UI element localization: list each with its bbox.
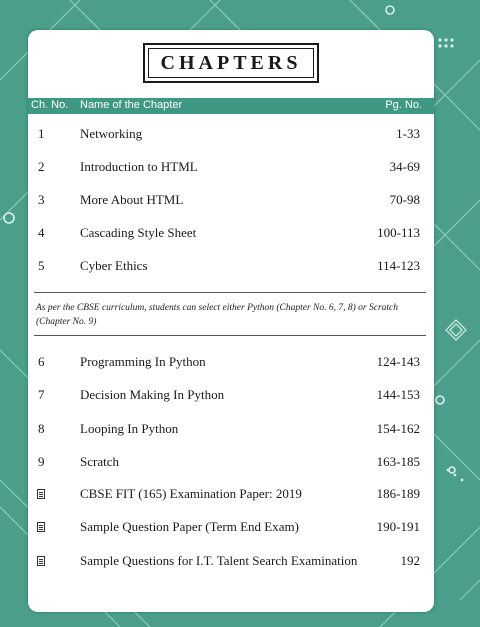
- chapter-number: 4: [38, 225, 45, 240]
- extra-name: Sample Question Paper (Term End Exam): [80, 519, 299, 534]
- header-chapter-name: Name of the Chapter: [80, 99, 183, 111]
- extra-pages: 186-189: [376, 486, 420, 501]
- document-icon: [37, 522, 45, 532]
- chapter-name: Introduction to HTML: [80, 159, 198, 174]
- chapter-pages: 70-98: [389, 192, 420, 207]
- chapter-name: Scratch: [80, 454, 119, 469]
- header-page-no: Pg. No.: [385, 99, 422, 111]
- chapter-number: 8: [38, 421, 45, 436]
- curriculum-note: As per the CBSE curriculum, students can select either Python (Chapter No. 6, 7, 8) or Scratch (Chapter No. 9): [36, 303, 398, 327]
- extra-name: Sample Questions for I.T. Talent Search Examination: [80, 553, 358, 568]
- chapter-name: Networking: [80, 126, 143, 141]
- divider-bottom: [34, 335, 426, 336]
- contents-sheet: [28, 30, 434, 612]
- chapter-number: 7: [38, 387, 45, 402]
- chapter-number: 2: [38, 159, 45, 174]
- chapter-pages: 100-113: [377, 225, 420, 240]
- chapter-row[interactable]: [28, 190, 434, 212]
- chapter-pages: 34-69: [389, 159, 420, 174]
- extra-row[interactable]: [28, 551, 434, 573]
- table-header: [28, 98, 434, 114]
- chapter-name: Cascading Style Sheet: [80, 225, 197, 240]
- page-title: CHAPTERS: [160, 51, 302, 74]
- chapter-number: 9: [38, 454, 45, 469]
- extra-pages: 192: [400, 553, 420, 568]
- header-ch-no: Ch. No.: [31, 99, 69, 111]
- chapter-number: 1: [38, 126, 45, 141]
- chapter-pages: 154-162: [376, 421, 420, 436]
- extra-row[interactable]: [28, 517, 434, 539]
- document-icon: [37, 556, 45, 566]
- extra-name: CBSE FIT (165) Examination Paper: 2019: [80, 486, 302, 501]
- chapter-row[interactable]: [28, 385, 434, 407]
- chapter-name: Cyber Ethics: [80, 258, 148, 273]
- extra-pages: 190-191: [376, 519, 420, 534]
- extra-row[interactable]: [28, 484, 434, 506]
- chapter-row[interactable]: [28, 223, 434, 245]
- title-frame: [143, 43, 319, 83]
- chapter-pages: 1-33: [396, 126, 420, 141]
- chapter-row[interactable]: [28, 419, 434, 441]
- chapter-row[interactable]: [28, 157, 434, 179]
- chapter-pages: 163-185: [376, 454, 420, 469]
- chapter-name: Programming In Python: [80, 354, 206, 369]
- chapter-pages: 114-123: [377, 258, 420, 273]
- chapter-name: Looping In Python: [80, 421, 179, 436]
- chapter-pages: 144-153: [376, 387, 420, 402]
- chapter-name: More About HTML: [80, 192, 184, 207]
- document-icon: [37, 489, 45, 499]
- chapter-name: Decision Making In Python: [80, 387, 225, 402]
- chapter-number: 5: [38, 258, 45, 273]
- chapter-number: 6: [38, 354, 45, 369]
- chapter-row[interactable]: [28, 124, 434, 146]
- divider-top: [34, 292, 426, 293]
- chapter-number: 3: [38, 192, 45, 207]
- chapter-pages: 124-143: [376, 354, 420, 369]
- chapter-row[interactable]: [28, 352, 434, 374]
- chapter-row[interactable]: [28, 256, 434, 278]
- chapter-row[interactable]: [28, 452, 434, 474]
